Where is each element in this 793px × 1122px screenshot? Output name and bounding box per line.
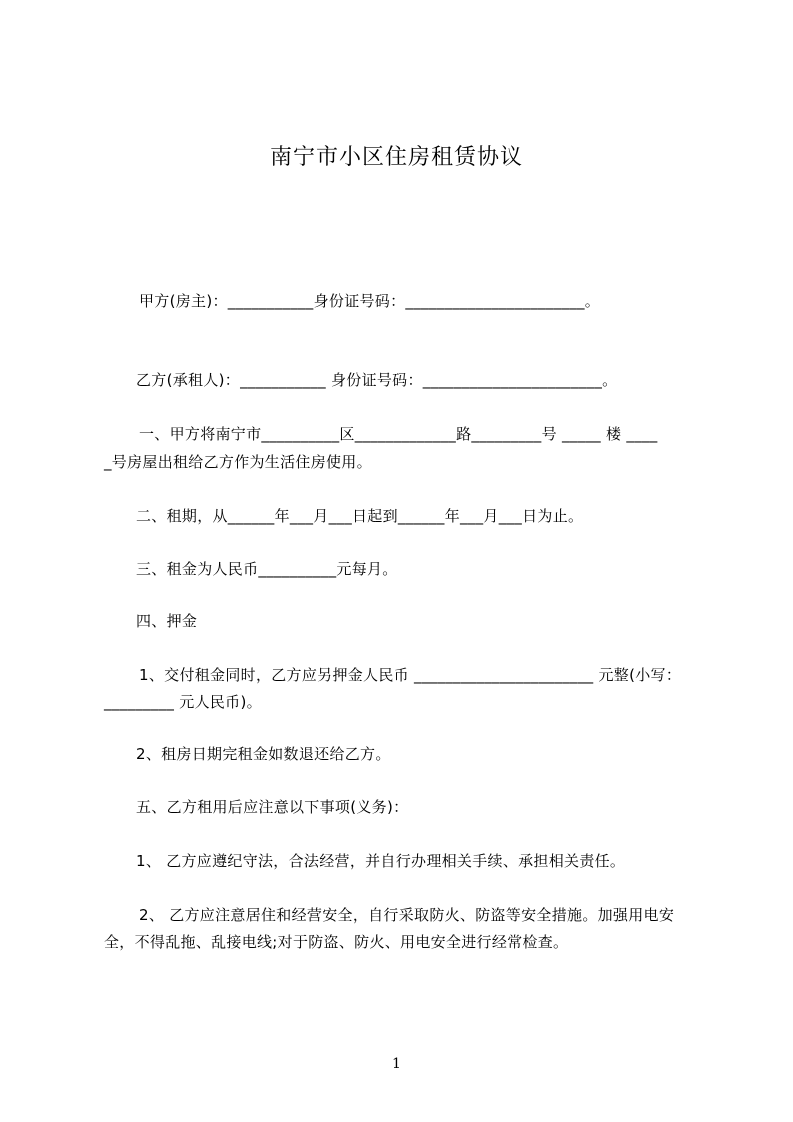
clause-2-line: 二、租期，从______年___月___日起到______年___月___日为止。 [136,507,584,525]
page-number: 1 [392,1056,401,1072]
clause-5-heading: 五、乙方租用后应注意以下事项(义务)： [136,798,409,816]
clause-3-line: 三、租金为人民币__________元每月。 [136,560,398,578]
document-title: 南宁市小区住房租赁协议 [269,145,523,170]
party-b-line: 乙方(承租人)：___________ 身份证号码：_______________________。 [136,371,618,389]
clause-1-line-2: _号房屋出租给乙方作为生活住房使用。 [104,453,372,471]
deposit-item-2-line: 2、租房日期完租金如数退还给乙方。 [136,745,391,763]
deposit-item-1-line-1: 1、交付租金同时，乙方应另押金人民币 _______________________ 元整(小写： [139,666,682,684]
clause-1-line-1: 一、甲方将南宁市__________区_____________路_________号 _____ 楼 ____ [139,425,658,443]
obligation-2-line-2: 全，不得乱拖、乱接电线;对于防盗、防火、用电安全进行经常检查。 [104,933,569,951]
party-a-line: 甲方(房主)：___________身份证号码：_______________________。 [139,292,601,310]
deposit-item-1-line-2: _________ 元人民币)。 [104,693,262,711]
obligation-1-line: 1、 乙方应遵纪守法，合法经营，并自行办理相关手续、承担相关责任。 [136,852,626,870]
obligation-2-line-1: 2、 乙方应注意居住和经营安全，自行采取防火、防盗等安全措施。加强用电安 [139,906,675,924]
clause-4-heading: 四、押金 [136,612,198,630]
